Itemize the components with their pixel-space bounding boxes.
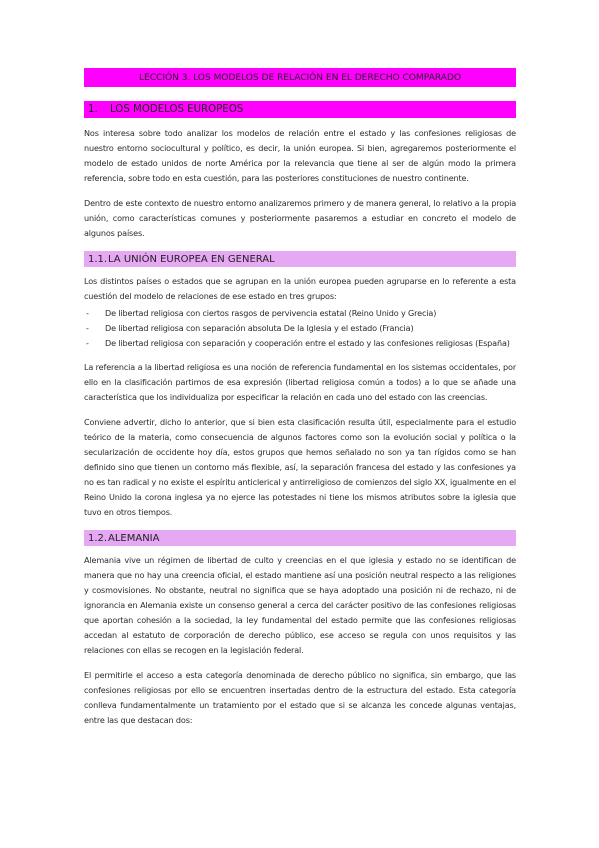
list-item [84, 336, 516, 351]
paragraph: Nos interesa sobre todo analizar los modelos de relación entre el estado y las confesiones religiosas de nuestro entorno sociocultural y político, es decir, la unión europea. Si bien, agregaremos posteriormente el modelo de estado unidos de norte América por la relevancia que tiene al ser de algún modo la primera referencia, sobre todo en esta cuestión, para las posteriores constituciones de nuestro continente. [84, 128, 516, 183]
section-1-1-heading [84, 251, 516, 267]
list-item-text: De libertad religiosa con separación y cooperación entre el estado y las confesiones religiosas (España) [105, 338, 510, 348]
bullet-list [84, 306, 516, 351]
bullet-dash: - [86, 338, 89, 348]
section-1-2-heading [84, 530, 516, 546]
section-1-2-number: 1.2. [88, 532, 108, 544]
list-item [84, 306, 516, 321]
section-1-heading [84, 101, 516, 118]
list-item-text: De libertad religiosa con ciertos rasgos de pervivencia estatal (Reino Unido y Grecia) [105, 308, 437, 318]
paragraph: Alemania vive un régimen de libertad de culto y creencias en el que iglesia y estado no se identifican de manera que no hay una creencia oficial, el estado mantiene así una posición neutral respecto a las religiones y cosmovisiones. No obstante, neutral no significa que se haya adoptado una posición ni de rechazo, ni de ignorancia en Alemania existe un consenso general a cerca del carácter positivo de las confesiones religiosas que aportan cohesión a la sociedad, la ley fundamental del estado permite que las confesiones religiosas accedan al estatuto de corporación de derecho público, ese acceso se regula con unos requisitos y las relaciones con ellas se recogen en la legislación federal. [84, 555, 516, 655]
paragraph: Conviene advertir, dicho lo anterior, que si bien esta clasificación resulta útil, especialmente para el estudio teórico de la materia, como consecuencia de algunos factores como son la evolución social y política o la secularización de occidente hoy día, estos grupos que hemos señalado no son ya tan rígidos como se han definido sino que tienen un contorno más flexible, así, la separación francesa del estado y las confesiones ya no es tan radical y no existe el espíritu anticlerical y antirreligioso de comienzos del siglo XX, igualmente en el Reino Unido la corona inglesa ya no ejerce las potestades ni tiene los mismos atributos sobre la iglesia que tuvo en otros tiempos. [84, 417, 516, 517]
lesson-title-bar [84, 68, 516, 87]
section-1-1-title: LA UNIÓN EUROPEA EN GENERAL [108, 253, 275, 265]
lesson-title: LECCIÓN 3. LOS MODELOS DE RELACIÓN EN EL DERECHO COMPARADO [139, 72, 461, 83]
list-item-text: De libertad religiosa con separación absoluta De la Iglesia y el estado (Francia) [105, 323, 414, 333]
section-1-2-title: ALEMANIA [108, 532, 160, 544]
paragraph: El permitirle el acceso a esta categoría denominada de derecho público no significa, sin embargo, que las confesiones religiosas por ello se encuentren insertadas dentro de la estructura del estado. Esta categoría conlleva fundamentalmente un tratamiento por el estado que si se alcanza les concede algunas ventajas, entre las que destacan dos: [84, 670, 516, 725]
bullet-dash: - [86, 323, 89, 333]
list-item [84, 321, 516, 336]
section-1-1-number: 1.1. [88, 253, 108, 265]
paragraph: La referencia a la libertad religiosa es una noción de referencia fundamental en los sistemas occidentales, por ello en la clasificación partimos de esa expresión (libertad religiosa común a todos) a lo que se añade una característica que los individualiza por especificar la relación en cada uno del estado con las creencias. [84, 362, 516, 402]
paragraph: Los distintos países o estados que se agrupan en la unión europea pueden agruparse en lo referente a esta cuestión del modelo de relaciones de ese estado en tres grupos: [84, 276, 516, 301]
section-1-title: LOS MODELOS EUROPEOS [110, 104, 244, 115]
document-page [84, 68, 516, 738]
paragraph: Dentro de este contexto de nuestro entorno analizaremos primero y de manera general, lo relativo a la propia unión, como características comunes y posteriormente pasaremos a estudiar en concreto el modelo de algunos países. [84, 198, 516, 238]
bullet-dash: - [86, 308, 89, 318]
section-1-number: 1. [88, 104, 98, 115]
